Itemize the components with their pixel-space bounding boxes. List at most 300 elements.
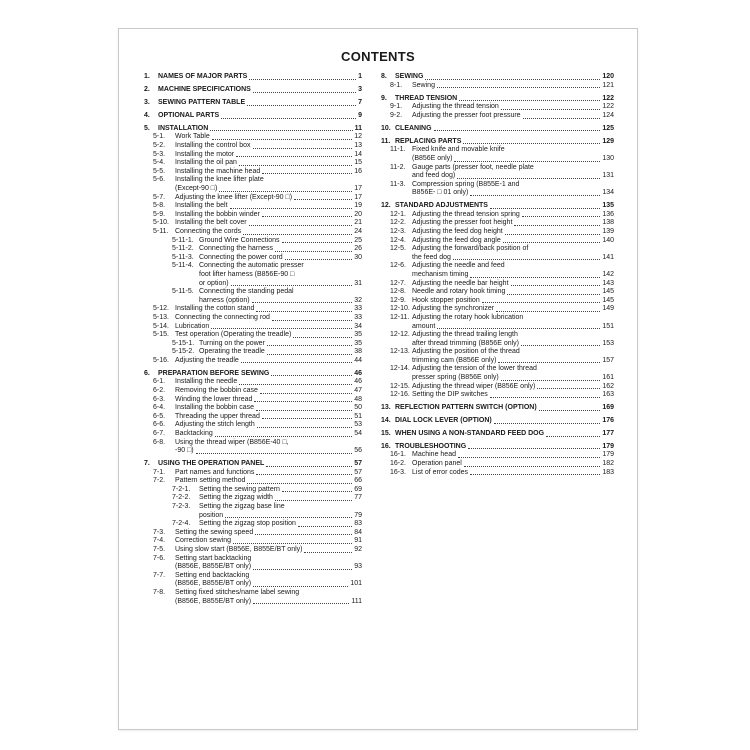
toc-section-entry <box>381 374 614 383</box>
toc-dot-leader <box>523 118 601 119</box>
toc-section-entry <box>381 391 614 400</box>
toc-dot-leader <box>482 302 601 303</box>
toc-section-entry <box>381 181 614 190</box>
toc-entry-title: Machine head <box>412 451 456 459</box>
toc-dot-leader <box>233 543 352 544</box>
toc-entry-title: foot lifter harness (B856E-90 □ <box>199 270 295 278</box>
toc-entry-title: Installing the needle <box>175 378 238 386</box>
toc-chapter-entry <box>381 417 614 426</box>
toc-dot-leader <box>253 586 348 587</box>
toc-entry-number: 5-15. <box>153 331 169 339</box>
toc-dot-leader <box>464 466 600 467</box>
toc-entry-number: 5-6. <box>153 176 166 184</box>
toc-entry-title: List of error codes <box>412 468 469 476</box>
toc-section-entry <box>144 219 362 228</box>
toc-dot-leader <box>267 345 352 346</box>
toc-entry-page: 57 <box>354 460 362 468</box>
toc-section-entry <box>144 546 362 555</box>
toc-section-entry <box>381 146 614 155</box>
toc-section-entry <box>144 447 362 456</box>
toc-entry-page: 35 <box>354 331 362 339</box>
toc-entry-title: Connecting the power cord <box>199 253 283 261</box>
toc-entry-title: Adjusting the needle and feed <box>412 262 505 270</box>
document-page <box>118 28 638 730</box>
toc-entry-title: Turning on the power <box>199 339 265 347</box>
toc-dot-leader <box>501 109 601 110</box>
toc-section-entry <box>144 280 362 289</box>
toc-entry-number: 7-2-1. <box>172 485 191 493</box>
toc-entry-number: 6-6. <box>153 421 166 429</box>
toc-chapter-entry <box>381 430 614 439</box>
toc-entry-title: Setting fixed stitches/name label sewing <box>175 588 300 596</box>
toc-entry-page: 122 <box>602 103 614 111</box>
toc-entry-number: 11-1. <box>390 146 406 154</box>
toc-section-entry <box>381 164 614 173</box>
toc-entry-number: 6-4. <box>153 404 166 412</box>
toc-entry-page: 182 <box>602 460 614 468</box>
toc-entry-number: 12-11. <box>390 313 410 321</box>
toc-entry-title: Needle and rotary hook timing <box>412 288 506 296</box>
toc-entry-page: 161 <box>602 374 614 382</box>
toc-dot-leader <box>501 380 601 381</box>
toc-entry-number: 16. <box>381 442 391 450</box>
toc-section-entry <box>381 219 614 228</box>
toc-entry-page: 149 <box>602 305 614 313</box>
toc-entry-page: 25 <box>354 236 362 244</box>
toc-entry-title: or option) <box>199 279 229 287</box>
toc-entry-title: Compression spring (B855E-1 and <box>412 180 520 188</box>
toc-entry-number: 5-9. <box>153 210 166 218</box>
toc-section-entry <box>144 486 362 495</box>
toc-entry-page: 3 <box>358 86 362 94</box>
toc-entry-number: 2. <box>144 86 150 94</box>
toc-entry-title: Winding the lower thread <box>175 395 253 403</box>
toc-dot-leader <box>262 216 352 217</box>
toc-entry-title: Adjusting the thread tension spring <box>412 210 520 218</box>
toc-dot-leader <box>211 328 352 329</box>
toc-dot-leader <box>282 242 353 243</box>
toc-dot-leader <box>215 436 352 437</box>
toc-section-entry <box>144 245 362 254</box>
toc-entry-number: 9-2. <box>390 111 403 119</box>
toc-entry-number: 12-6. <box>390 262 406 270</box>
toc-entry-title: amount <box>412 322 436 330</box>
toc-entry-page: 84 <box>354 528 362 536</box>
toc-dot-leader <box>470 277 600 278</box>
toc-entry-title: Adjusting the presser foot pressure <box>412 111 521 119</box>
toc-entry-page: 143 <box>602 279 614 287</box>
toc-entry-page: 125 <box>602 124 614 132</box>
toc-entry-page: 162 <box>602 382 614 390</box>
toc-entry-page: 38 <box>354 348 362 356</box>
toc-entry-title: OPTIONAL PARTS <box>158 111 220 119</box>
page-title: CONTENTS <box>341 49 415 64</box>
toc-entry-title: STANDARD ADJUSTMENTS <box>395 202 488 210</box>
toc-entry-page: 26 <box>354 245 362 253</box>
toc-section-entry <box>381 357 614 366</box>
toc-dot-leader <box>249 79 356 80</box>
toc-entry-title: Adjusting the position of the thread <box>412 348 520 356</box>
toc-section-entry <box>144 340 362 349</box>
toc-entry-number: 4. <box>144 111 150 119</box>
toc-entry-title: Installing the oil pan <box>175 159 237 167</box>
toc-entry-title: B856E- □ 01 only) <box>412 189 469 197</box>
toc-entry-page: 11 <box>354 124 362 132</box>
toc-section-entry <box>144 469 362 478</box>
toc-entry-title: Hook stopper position <box>412 296 480 304</box>
toc-entry-page: 183 <box>602 468 614 476</box>
toc-entry-title: Installing the machine head <box>175 167 261 175</box>
toc-chapter-entry <box>381 202 614 211</box>
toc-entry-number: 12-3. <box>390 227 406 235</box>
toc-section-entry <box>144 348 362 357</box>
toc-entry-title: SEWING <box>395 73 424 81</box>
toc-section-entry <box>144 159 362 168</box>
toc-dot-leader <box>490 397 601 398</box>
toc-entry-title: (B856E, B855E/BT only) <box>175 597 252 605</box>
toc-entry-title: mechanism timing <box>412 270 469 278</box>
toc-entry-number: 10. <box>381 124 391 132</box>
toc-entry-page: 54 <box>354 429 362 437</box>
toc-entry-title: Backtacking <box>175 429 213 437</box>
toc-dot-leader <box>253 603 349 604</box>
toc-dot-leader <box>294 199 352 200</box>
toc-entry-number: 5. <box>144 124 150 132</box>
toc-dot-leader <box>293 337 352 338</box>
toc-entry-page: 163 <box>602 391 614 399</box>
toc-entry-title: Installing the cotton stand <box>175 305 255 313</box>
toc-entry-title: Connecting the automatic presser <box>199 262 304 270</box>
toc-entry-number: 12-4. <box>390 236 406 244</box>
toc-entry-page: 47 <box>354 386 362 394</box>
toc-entry-number: 5-14. <box>153 322 169 330</box>
toc-section-entry <box>144 151 362 160</box>
toc-entry-title: Setting the DIP switches <box>412 391 488 399</box>
toc-dot-leader <box>267 354 352 355</box>
toc-entry-title: Adjusting the needle bar height <box>412 279 509 287</box>
toc-entry-number: 14. <box>381 417 391 425</box>
toc-entry-page: 13 <box>354 142 362 150</box>
toc-dot-leader <box>453 259 600 260</box>
toc-section-entry <box>381 383 614 392</box>
toc-entry-title: CLEANING <box>395 124 432 132</box>
toc-dot-leader <box>262 173 352 174</box>
toc-entry-number: 5-15-1. <box>172 339 195 347</box>
toc-section-entry <box>144 439 362 448</box>
toc-entry-title: Installing the knee lifter plate <box>175 176 264 184</box>
toc-entry-number: 5-11-4. <box>172 262 194 270</box>
toc-section-entry <box>381 331 614 340</box>
toc-dot-leader <box>236 156 352 157</box>
toc-dot-leader <box>298 526 352 527</box>
toc-entry-number: 5-11-5. <box>172 288 194 296</box>
toc-section-entry <box>144 288 362 297</box>
toc-entry-page: 135 <box>602 202 614 210</box>
toc-entry-number: 7-2-4. <box>172 520 191 528</box>
toc-entry-title: Installing the belt cover <box>175 219 247 227</box>
toc-entry-page: 32 <box>354 296 362 304</box>
toc-entry-title: presser spring (B856E only) <box>412 374 499 382</box>
toc-dot-leader <box>434 130 601 131</box>
toc-entry-title: Adjusting the feed dog angle <box>412 236 501 244</box>
toc-section-entry <box>144 228 362 237</box>
toc-dot-leader <box>239 165 352 166</box>
toc-entry-page: 92 <box>354 545 362 553</box>
toc-chapter-entry <box>144 125 362 134</box>
toc-entry-page: 17 <box>354 185 362 193</box>
toc-entry-title: Threading the upper thread <box>175 412 260 420</box>
toc-section-entry <box>381 237 614 246</box>
toc-section-entry <box>144 512 362 521</box>
toc-section-entry <box>144 194 362 203</box>
toc-dot-leader <box>511 285 601 286</box>
toc-entry-number: 1. <box>144 73 150 81</box>
toc-section-entry <box>144 421 362 430</box>
toc-dot-leader <box>275 251 352 252</box>
toc-entry-title: Connecting the connecting rod <box>175 313 270 321</box>
toc-section-entry <box>381 305 614 314</box>
toc-dot-leader <box>539 410 601 411</box>
toc-dot-leader <box>257 427 352 428</box>
toc-section-entry <box>144 176 362 185</box>
toc-entry-title: Installing the belt <box>175 202 228 210</box>
toc-entry-title: Adjusting the forward/back position of <box>412 245 529 253</box>
toc-left-column <box>144 69 362 606</box>
toc-entry-number: 9-1. <box>390 103 403 111</box>
toc-section-entry <box>381 323 614 332</box>
toc-entry-page: 50 <box>354 404 362 412</box>
toc-entry-number: 11-3. <box>390 180 406 188</box>
toc-section-entry <box>144 262 362 271</box>
toc-dot-leader <box>507 294 600 295</box>
toc-entry-page: 131 <box>602 172 614 180</box>
toc-entry-title: REFLECTION PATTERN SWITCH (OPTION) <box>395 404 537 412</box>
toc-entry-title: Operation panel <box>412 460 462 468</box>
toc-chapter-entry <box>144 370 362 379</box>
toc-entry-page: 83 <box>354 520 362 528</box>
toc-entry-number: 12-7. <box>390 279 406 287</box>
toc-entry-page: 14 <box>354 150 362 158</box>
toc-entry-page: 77 <box>354 494 362 502</box>
toc-entry-number: 5-7. <box>153 193 166 201</box>
toc-section-entry <box>381 271 614 280</box>
toc-entry-title: USING THE OPERATION PANEL <box>158 460 265 468</box>
toc-section-entry <box>144 537 362 546</box>
toc-entry-page: 15 <box>354 159 362 167</box>
toc-entry-title: Ground Wire Connections <box>199 236 280 244</box>
toc-entry-page: 66 <box>354 477 362 485</box>
toc-chapter-entry <box>144 73 362 82</box>
toc-section-entry <box>144 271 362 280</box>
toc-entry-number: 5-4. <box>153 159 166 167</box>
toc-section-entry <box>144 589 362 598</box>
toc-section-entry <box>144 237 362 246</box>
toc-entry-number: 5-10. <box>153 219 169 227</box>
toc-entry-title: Adjusting the tension of the lower thread <box>412 365 537 373</box>
toc-section-entry <box>144 580 362 589</box>
toc-entry-page: 124 <box>602 111 614 119</box>
toc-entry-title: Part names and functions <box>175 468 255 476</box>
toc-entry-page: 139 <box>602 227 614 235</box>
toc-chapter-entry <box>381 73 614 82</box>
toc-section-entry <box>144 494 362 503</box>
toc-dot-leader <box>285 259 353 260</box>
toc-entry-number: 7-2. <box>153 477 166 485</box>
toc-entry-number: 12-14. <box>390 365 410 373</box>
toc-right-column <box>381 69 614 477</box>
toc-entry-title: Test operation (Operating the treadle) <box>175 331 292 339</box>
toc-entry-page: 51 <box>354 412 362 420</box>
toc-entry-page: 134 <box>602 189 614 197</box>
toc-entry-number: 13. <box>381 404 391 412</box>
toc-entry-title: Adjusting the thread trailing length <box>412 331 518 339</box>
toc-entry-title: Adjusting the stitch length <box>175 421 255 429</box>
toc-entry-title: (B856E, B855E/BT only) <box>175 563 252 571</box>
toc-section-entry <box>381 280 614 289</box>
toc-section-entry <box>144 430 362 439</box>
toc-dot-leader <box>253 148 353 149</box>
toc-entry-title: (Except-90 □) <box>175 185 218 193</box>
toc-entry-number: 12-15. <box>390 382 410 390</box>
toc-dot-leader <box>490 208 600 209</box>
toc-dot-leader <box>266 466 352 467</box>
toc-entry-number: 6-7. <box>153 429 166 437</box>
toc-section-entry <box>144 529 362 538</box>
toc-entry-page: 30 <box>354 253 362 261</box>
toc-entry-page: 129 <box>602 137 614 145</box>
toc-entry-number: 6-8. <box>153 438 166 446</box>
toc-entry-number: 12-10. <box>390 305 410 313</box>
toc-entry-title: Work Table <box>175 133 210 141</box>
toc-dot-leader <box>230 208 353 209</box>
toc-entry-title: trimming cam (B856E only) <box>412 356 497 364</box>
toc-chapter-entry <box>144 99 362 108</box>
toc-entry-title: Correction sewing <box>175 537 232 545</box>
toc-dot-leader <box>262 418 352 419</box>
toc-dot-leader <box>521 345 600 346</box>
toc-dot-leader <box>437 328 600 329</box>
toc-entry-number: 5-5. <box>153 167 166 175</box>
toc-dot-leader <box>470 195 600 196</box>
toc-section-entry <box>381 228 614 237</box>
toc-dot-leader <box>437 87 600 88</box>
toc-entry-page: 33 <box>354 313 362 321</box>
toc-dot-leader <box>256 474 352 475</box>
toc-entry-number: 8-1. <box>390 81 403 89</box>
toc-entry-number: 5-12. <box>153 305 169 313</box>
toc-entry-number: 6. <box>144 369 150 377</box>
toc-entry-title: REPLACING PARTS <box>395 137 462 145</box>
toc-entry-title: Setting the zigzag stop position <box>199 520 296 528</box>
toc-entry-number: 8. <box>381 73 387 81</box>
toc-entry-number: 5-16. <box>153 356 169 364</box>
toc-entry-page: 177 <box>602 429 614 437</box>
toc-entry-number: 5-3. <box>153 150 166 158</box>
toc-section-entry <box>144 305 362 314</box>
toc-entry-number: 3. <box>144 99 150 107</box>
toc-dot-leader <box>196 453 353 454</box>
toc-entry-title: INSTALLATION <box>158 124 209 132</box>
toc-dot-leader <box>243 234 352 235</box>
toc-section-entry <box>144 387 362 396</box>
toc-dot-leader <box>503 242 601 243</box>
toc-entry-number: 5-13. <box>153 313 169 321</box>
toc-entry-number: 6-5. <box>153 412 166 420</box>
toc-entry-page: 12 <box>354 133 362 141</box>
toc-dot-leader <box>468 448 600 449</box>
toc-dot-leader <box>505 234 601 235</box>
toc-section-entry <box>381 254 614 263</box>
toc-section-entry <box>144 598 362 607</box>
toc-dot-leader <box>272 320 352 321</box>
toc-entry-title: DIAL LOCK LEVER (OPTION) <box>395 417 492 425</box>
toc-dot-leader <box>260 393 352 394</box>
toc-section-entry <box>381 211 614 220</box>
toc-dot-leader <box>275 500 352 501</box>
toc-entry-number: 7-5. <box>153 545 166 553</box>
toc-entry-number: 7-4. <box>153 537 166 545</box>
toc-entry-page: 93 <box>354 563 362 571</box>
toc-section-entry <box>144 133 362 142</box>
toc-entry-number: 12-12. <box>390 331 410 339</box>
toc-section-entry <box>144 503 362 512</box>
toc-entry-number: 12-9. <box>390 296 406 304</box>
toc-chapter-entry <box>144 112 362 121</box>
toc-entry-page: 20 <box>354 210 362 218</box>
toc-entry-number: 12. <box>381 202 391 210</box>
toc-section-entry <box>381 262 614 271</box>
toc-dot-leader <box>225 517 352 518</box>
toc-entry-page: 121 <box>602 81 614 89</box>
toc-entry-title: Fixed knife and movable knife <box>412 146 505 154</box>
toc-entry-page: 34 <box>354 322 362 330</box>
toc-section-entry <box>144 331 362 340</box>
toc-entry-page: 24 <box>354 227 362 235</box>
toc-entry-title: Gauge parts (presser foot, needle plate <box>412 163 534 171</box>
toc-dot-leader <box>212 139 352 140</box>
toc-entry-title: Using slow start (B856E, B855E/BT only) <box>175 545 303 553</box>
toc-entry-number: 12-2. <box>390 219 406 227</box>
toc-entry-page: 33 <box>354 305 362 313</box>
toc-entry-page: 176 <box>602 417 614 425</box>
toc-entry-page: 57 <box>354 468 362 476</box>
toc-entry-title: -90 □) <box>175 447 194 455</box>
toc-section-entry <box>144 314 362 323</box>
toc-section-entry <box>381 348 614 357</box>
toc-entry-title: Adjusting the thread tension <box>412 103 499 111</box>
toc-section-entry <box>144 357 362 366</box>
toc-chapter-entry <box>381 138 614 147</box>
toc-entry-page: 21 <box>354 219 362 227</box>
toc-entry-page: 122 <box>602 94 614 102</box>
toc-entry-number: 11-2. <box>390 163 406 171</box>
toc-section-entry <box>381 460 614 469</box>
toc-entry-number: 5-11. <box>153 227 169 235</box>
toc-dot-leader <box>254 401 352 402</box>
toc-section-entry <box>381 112 614 121</box>
toc-entry-page: 46 <box>354 369 362 377</box>
toc-section-entry <box>381 155 614 164</box>
toc-dot-leader <box>498 362 600 363</box>
toc-entry-number: 9. <box>381 94 387 102</box>
toc-section-entry <box>144 168 362 177</box>
toc-section-entry <box>144 520 362 529</box>
toc-section-entry <box>144 477 362 486</box>
toc-entry-number: 5-11-2. <box>172 245 194 253</box>
toc-dot-leader <box>537 388 600 389</box>
toc-section-entry <box>381 340 614 349</box>
toc-entry-number: 5-1. <box>153 133 166 141</box>
